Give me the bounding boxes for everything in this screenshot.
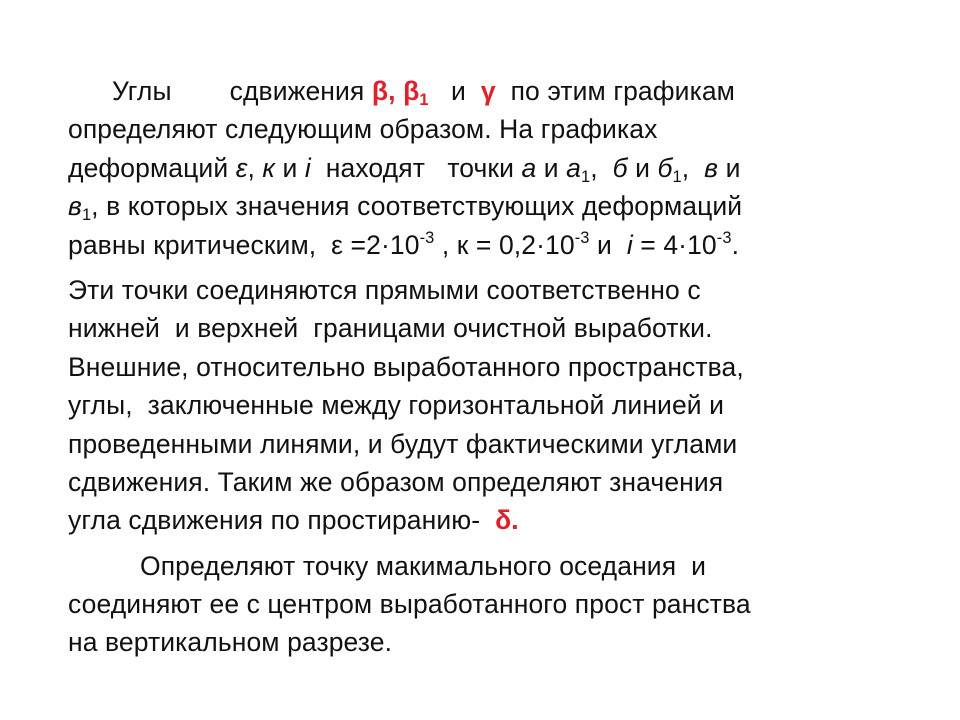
symbol-gamma: γ xyxy=(480,76,496,106)
word-sdvizheniya: сдвижения xyxy=(229,76,365,106)
paragraph-1-line-2: определяют следующим образом. На графиках xyxy=(68,114,658,145)
paragraph-2-line-5: проведенными линями, и будут фактическими углами xyxy=(68,428,738,459)
symbol-beta1: $\beta_1$ xyxy=(403,76,429,110)
symbol-beta: β, xyxy=(371,76,396,106)
paragraph-2-line-4: углы, заключенные между горизонтальной линией и xyxy=(68,390,725,421)
paragraph-1 xyxy=(68,72,928,264)
paragraph-1-line-3: деформаций ε, к и i находят точки а и $а_1$, б и $б_1$, в и xyxy=(68,152,741,187)
paragraph-2-line-6: сдвижения. Таким же образом определяют значения xyxy=(68,466,724,497)
paragraph-1-line-4: $в_1$, в которых значения соответствующих деформаций xyxy=(68,191,743,225)
word-ugly: Углы xyxy=(112,76,172,106)
paragraph-1-line-5: равны критическим, $\varepsilon =2\cdot 10^{-3}$ , $к = 0,2\cdot 10^{-3}$ и $i = 4\cdot 10^{-3}$. xyxy=(68,229,740,260)
paragraph-3-line-1: Определяют точку макимального оседания и xyxy=(140,550,706,581)
paragraph-1-line-1 xyxy=(68,72,928,110)
paragraph-2-line-2: нижней и верхней границами очистной выработки. xyxy=(68,313,713,344)
paragraph-2 xyxy=(68,271,928,540)
point-v: в xyxy=(704,152,719,183)
paragraph-2-line-1: Эти точки соединяются прямыми соответственно с xyxy=(68,274,701,305)
symbol-delta: δ. xyxy=(495,505,519,536)
text-block xyxy=(68,72,928,662)
word-and: и xyxy=(450,76,466,106)
symbol-i: i xyxy=(304,152,311,183)
symbol-i-critical: i xyxy=(626,229,633,260)
symbol-kappa: к xyxy=(262,152,276,183)
line-rest: по этим графикам xyxy=(510,76,736,106)
point-a: а xyxy=(521,152,537,183)
point-b: б xyxy=(612,152,628,183)
symbol-epsilon: ε xyxy=(235,152,248,183)
paragraph-3-line-3: на вертикальном разрезе. xyxy=(68,627,393,658)
paragraph-3 xyxy=(68,547,928,662)
point-a1: а xyxy=(566,152,582,183)
paragraph-3-line-2: соединяют ее с центром выработанного прост ранства xyxy=(68,589,751,620)
point-v1: в xyxy=(68,191,82,222)
point-b1: б xyxy=(657,152,673,183)
paragraph-2-line-3: Внешние, относительно выработанного пространства, xyxy=(68,351,744,382)
paragraph-2-line-7: угла сдвижения по простиранию- δ. xyxy=(68,505,519,536)
